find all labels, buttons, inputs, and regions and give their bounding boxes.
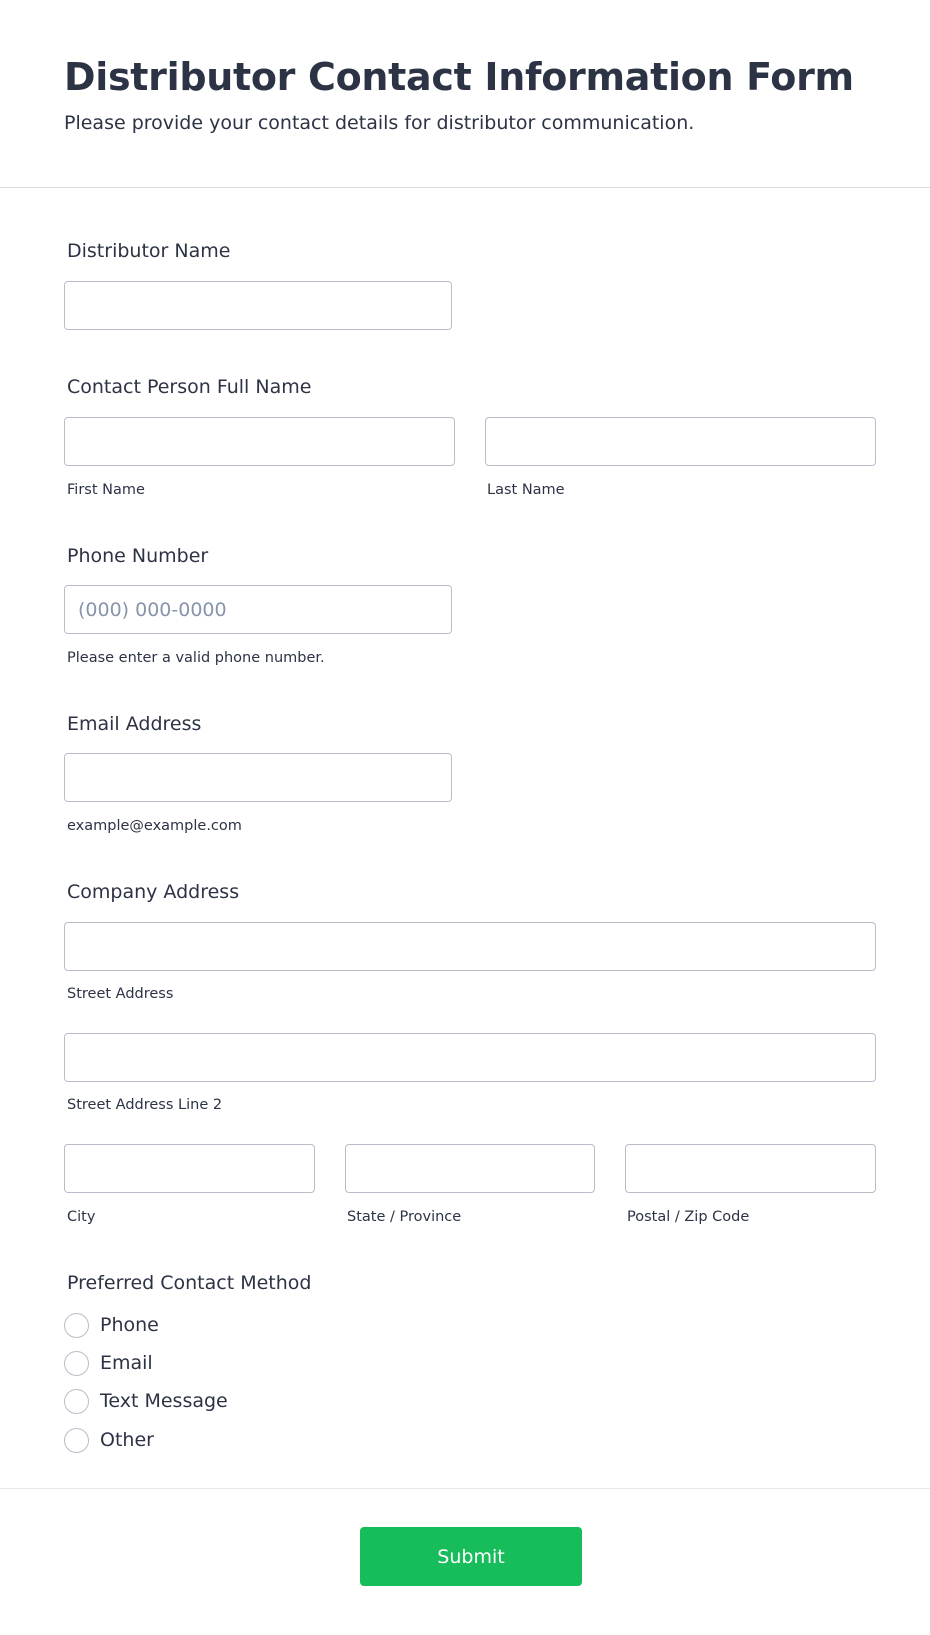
distributor-name-input[interactable] [64,281,452,330]
contact-method-option-text-message[interactable] [64,1388,228,1414]
city-sublabel: City [67,1209,96,1225]
contact-method-label: Preferred Contact Method [67,1272,312,1294]
state-province-input[interactable] [345,1144,595,1193]
contact-method-option-phone[interactable] [64,1312,159,1338]
email-address-hint: example@example.com [67,818,242,834]
last-name-sublabel: Last Name [487,482,565,498]
radio-button[interactable] [64,1313,89,1338]
form-header [0,0,930,188]
radio-button[interactable] [64,1389,89,1414]
last-name-input[interactable] [485,417,876,466]
radio-button[interactable] [64,1428,89,1453]
state-province-sublabel: State / Province [347,1209,462,1225]
street-address-input[interactable] [64,922,876,971]
email-address-label: Email Address [67,713,202,735]
form-subtitle: Please provide your contact details for distributor communication. [64,112,695,134]
distributor-name-label: Distributor Name [67,240,231,262]
phone-number-label: Phone Number [67,545,209,567]
postal-zip-code-sublabel: Postal / Zip Code [627,1209,750,1225]
postal-zip-code-input[interactable] [625,1144,876,1193]
phone-number-input[interactable] [64,585,452,634]
contact-method-option-other[interactable] [64,1427,154,1453]
city-input[interactable] [64,1144,315,1193]
phone-number-hint: Please enter a valid phone number. [67,650,325,666]
radio-label[interactable]: Text Message [100,1390,228,1412]
street-address-sublabel: Street Address [67,986,174,1002]
radio-label[interactable]: Email [100,1352,153,1374]
radio-button[interactable] [64,1351,89,1376]
first-name-sublabel: First Name [67,482,145,498]
email-address-input[interactable] [64,753,452,802]
contact-person-label: Contact Person Full Name [67,376,312,398]
contact-method-option-email[interactable] [64,1350,153,1376]
street-address-line2-sublabel: Street Address Line 2 [67,1097,223,1113]
radio-label[interactable]: Phone [100,1314,159,1336]
submit-button[interactable]: Submit [360,1527,582,1586]
first-name-input[interactable] [64,417,455,466]
radio-label[interactable]: Other [100,1429,154,1451]
company-address-label: Company Address [67,881,240,903]
street-address-line2-input[interactable] [64,1033,876,1082]
form-title: Distributor Contact Information Form [64,55,854,99]
